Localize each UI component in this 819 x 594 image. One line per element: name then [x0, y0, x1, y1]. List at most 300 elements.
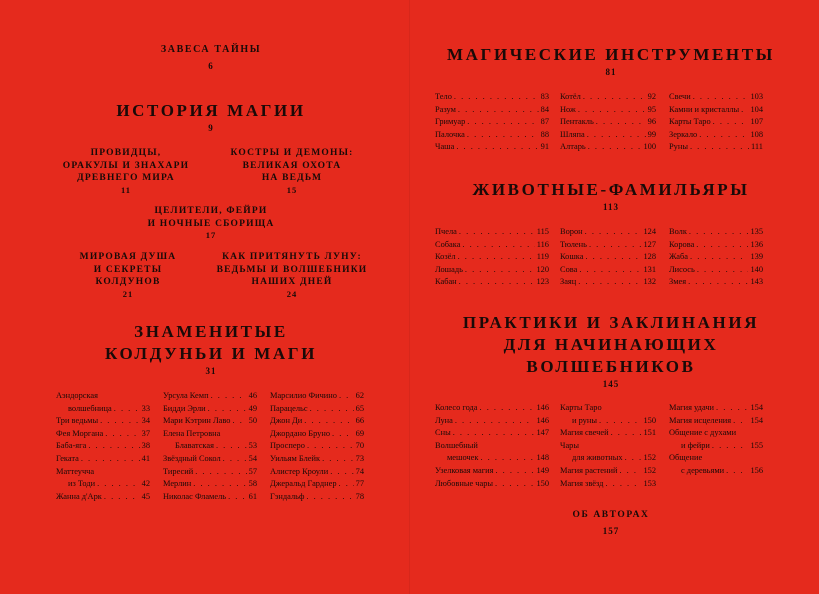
toc-entry-label: Общение [669, 453, 703, 463]
dot-leader [97, 478, 140, 491]
toc-column [163, 390, 257, 503]
chapter-line: ОРАКУЛЫ И ЗНАХАРИ [62, 160, 190, 171]
toc-entry-label: Жанна д'Арк [56, 491, 102, 501]
toc-entry-label: Мерлин [163, 479, 192, 489]
toc-entry[interactable] [435, 239, 549, 252]
dot-leader [712, 440, 749, 453]
toc-entry[interactable] [560, 415, 656, 428]
toc-entry-label: Звёздный Сокол [163, 453, 221, 463]
toc-entry-label: Кошка [560, 252, 584, 262]
toc-entry[interactable] [669, 440, 763, 453]
toc-entry-label: Просперо [270, 441, 305, 451]
toc-entry[interactable] [669, 452, 763, 465]
toc-entry[interactable] [669, 141, 763, 154]
toc-entry-label: Заяц [560, 277, 577, 287]
section-title: ОБ АВТОРАХ [572, 510, 650, 520]
dot-leader [467, 129, 539, 142]
toc-entry-page: 95 [647, 104, 656, 114]
toc-entry-label: Елена Петровна [163, 428, 221, 438]
toc-entry-label: и руны [572, 415, 597, 425]
toc-entry-page: 146 [536, 403, 549, 412]
toc-entry[interactable] [669, 91, 763, 104]
dot-leader [307, 440, 354, 453]
section-title: МАГИЧЕСКИЕ ИНСТРУМЕНТЫ [447, 45, 775, 64]
dot-leader [599, 415, 641, 428]
page-number: 21 [122, 288, 134, 299]
chapter-witch-hunt[interactable] [231, 147, 354, 196]
toc-entry-page: 116 [536, 239, 549, 249]
toc-entry[interactable] [669, 465, 763, 478]
toc-entry-page: 152 [643, 465, 656, 475]
toc-entry[interactable] [56, 491, 150, 504]
section-title: ЗАВЕСА ТАЙНЫ [160, 44, 262, 55]
toc-entry[interactable] [560, 91, 656, 104]
toc-entry-label: Волшебный [435, 440, 478, 450]
toc-entry-label: Камни и кристаллы [669, 104, 740, 114]
toc-entry-label: Джон Ди [270, 416, 303, 426]
dot-leader [114, 403, 140, 416]
toc-entry-label: мешочек [447, 453, 479, 463]
toc-entry-label: волшебница [68, 403, 112, 413]
toc-entry-page: 151 [643, 428, 656, 438]
dot-leader [330, 466, 353, 479]
dot-leader [480, 452, 534, 465]
toc-entry-page: 87 [540, 117, 549, 127]
toc-entry-page: 150 [536, 478, 549, 488]
toc-entry-page: 69 [355, 428, 364, 438]
toc-entry[interactable] [270, 415, 364, 428]
toc-entry[interactable] [56, 415, 150, 428]
toc-entry[interactable] [560, 465, 656, 478]
toc-entry-page: 83 [540, 92, 549, 101]
toc-column [270, 390, 364, 503]
chapter-world-soul[interactable] [80, 251, 177, 300]
toc-entry-page: 50 [248, 416, 257, 426]
toc-entry[interactable] [270, 491, 364, 504]
toc-entry[interactable] [435, 141, 549, 154]
toc-entry-label: Тиресий [163, 466, 194, 476]
toc-entry[interactable] [669, 251, 763, 264]
toc-entry-page: 108 [750, 129, 763, 139]
toc-entry-page: 54 [248, 453, 257, 463]
dot-leader [690, 141, 749, 154]
chapter-line: ВЕДЬМЫ И ВОЛШЕБНИКИ [216, 264, 368, 275]
dot-leader [578, 104, 646, 117]
toc-column [435, 402, 549, 490]
toc-entry[interactable] [270, 453, 364, 466]
toc-entry[interactable] [270, 428, 364, 441]
toc-entry[interactable] [270, 403, 364, 416]
dot-leader [625, 452, 642, 465]
toc-entry[interactable] [435, 415, 549, 428]
dot-leader [585, 251, 641, 264]
toc-entry-page: 45 [141, 491, 150, 501]
chapter-line: КОСТРЫ И ДЕМОНЫ: [230, 148, 354, 158]
page-number: 15 [286, 184, 298, 195]
dot-leader [699, 129, 748, 142]
toc-entry[interactable] [56, 466, 150, 479]
toc-entry-label: Волк [669, 227, 687, 236]
toc-entry-page: 104 [750, 104, 763, 114]
dot-leader [332, 428, 354, 441]
toc-entry[interactable] [560, 440, 656, 453]
toc-entry-label: Парацельс [270, 403, 308, 413]
toc-entry-label: Руны [669, 142, 688, 152]
toc-column [560, 402, 656, 490]
chapter-line: И СЕКРЕТЫ [93, 264, 163, 275]
toc-entry[interactable] [270, 466, 364, 479]
dot-leader [306, 491, 353, 504]
toc-entry[interactable] [560, 427, 656, 440]
toc-entry-page: 41 [141, 453, 150, 463]
toc-entry-label: Магия удачи [669, 403, 715, 412]
toc-entry-label: Пентакль [560, 117, 594, 127]
dot-leader [88, 440, 139, 453]
toc-entry-page: 128 [643, 252, 656, 262]
toc-entry-label: Магия звёзд [560, 478, 604, 488]
toc-entry[interactable] [56, 440, 150, 453]
toc-entry-label: Тюлень [560, 239, 587, 249]
toc-column [669, 91, 763, 154]
toc-entry[interactable] [435, 91, 549, 104]
toc-entry-page: 53 [248, 441, 257, 451]
toc-entry-label: Три ведьмы [56, 416, 99, 426]
toc-entry[interactable] [669, 264, 763, 277]
section-famous[interactable] [105, 321, 317, 377]
dot-leader [716, 402, 748, 415]
toc-entry[interactable] [435, 116, 549, 129]
toc-entry[interactable] [270, 390, 364, 403]
toc-entry-label: Баба-яга [56, 441, 87, 451]
dot-leader [211, 390, 247, 403]
dot-leader [713, 116, 749, 129]
toc-entry-label: Козёл [435, 252, 456, 262]
toc-entry[interactable] [163, 415, 257, 428]
page-number: 81 [605, 67, 617, 77]
toc-entry[interactable] [669, 129, 763, 142]
dot-leader [233, 415, 247, 428]
toc-entry[interactable] [435, 264, 549, 277]
toc-entry[interactable] [560, 478, 656, 491]
toc-entry[interactable] [435, 251, 549, 264]
toc-entry[interactable] [435, 440, 549, 453]
toc-entry[interactable] [163, 440, 257, 453]
dot-leader [467, 116, 538, 129]
chapter-line: КОЛДУНОВ [95, 277, 161, 287]
toc-entry[interactable] [435, 478, 549, 491]
toc-entry-label: Ворон [560, 227, 583, 236]
toc-entry-page: 131 [643, 264, 656, 274]
toc-entry[interactable] [669, 276, 763, 289]
toc-entry-page: 150 [643, 415, 656, 425]
toc-entry-label: Мари Кэтрин Лаво [163, 416, 231, 426]
dot-leader [223, 453, 247, 466]
dot-leader [465, 264, 535, 277]
toc-entry[interactable] [163, 466, 257, 479]
toc-entry[interactable] [56, 390, 150, 403]
toc-entry-label: для животных [572, 453, 623, 463]
dot-leader [459, 226, 535, 239]
toc-entry-page: 92 [647, 92, 656, 101]
toc-entry-label: Жаба [669, 252, 688, 262]
dot-leader [216, 440, 247, 453]
toc-entry[interactable] [56, 453, 150, 466]
toc-entry-label: Змея [669, 277, 687, 287]
section-veil[interactable] [161, 44, 261, 72]
page-number: 9 [208, 123, 214, 133]
toc-entry-label: Узелковая магия [435, 465, 494, 475]
toc-entry-page: 33 [141, 403, 150, 413]
toc-entry[interactable] [560, 239, 656, 252]
toc-entry-label: Колесо года [435, 403, 478, 412]
toc-entry[interactable] [435, 452, 549, 465]
toc-entry-label: Чары [560, 440, 579, 450]
toc-entry[interactable] [669, 104, 763, 117]
toc-entry-label: Сова [560, 264, 578, 274]
toc-entry-label: Джордано Бруно [270, 428, 331, 438]
dot-leader [455, 415, 535, 428]
toc-entry-page: 58 [248, 479, 257, 489]
section-title: ЖИВОТНЫЕ-ФАМИЛЬЯРЫ [472, 180, 750, 199]
section-title-line: КОЛДУНЬИ И МАГИ [104, 344, 318, 363]
dot-leader [104, 491, 140, 504]
toc-entry[interactable] [560, 452, 656, 465]
toc-entry-label: Алтарь [560, 142, 586, 152]
dot-leader [611, 427, 642, 440]
toc-entry[interactable] [163, 390, 257, 403]
toc-entry[interactable] [435, 129, 549, 142]
chapter-line: ДРЕВНЕГО МИРА [77, 173, 175, 183]
toc-entry[interactable] [435, 427, 549, 440]
toc-entry-page: 99 [647, 129, 656, 139]
toc-entry[interactable] [163, 453, 257, 466]
page-number: 157 [602, 526, 620, 536]
toc-entry-label: Алистер Кроули [270, 466, 329, 476]
toc-entry-label: Фея Моргана [56, 428, 104, 438]
chapter-line: КАК ПРИТЯНУТЬ ЛУНУ: [222, 252, 362, 262]
toc-entry[interactable] [163, 478, 257, 491]
toc-entry-label: Палочка [435, 129, 465, 139]
toc-entry-label: Джеральд Гарднер [270, 479, 337, 489]
toc-entry-page: 148 [536, 453, 549, 463]
dot-leader [100, 415, 140, 428]
toc-entry-label: с деревьями [681, 465, 725, 475]
toc-entry-page: 88 [540, 129, 549, 139]
dot-leader [605, 478, 641, 491]
chapter-line: НА ВЕДЬМ [261, 173, 323, 183]
toc-entry-page: 124 [643, 227, 656, 236]
toc-entry[interactable] [669, 402, 763, 415]
toc-entry-page: 37 [141, 428, 150, 438]
toc-entry-label: Корова [669, 239, 695, 249]
toc-entry-page: 84 [540, 104, 549, 114]
toc-entry[interactable] [560, 276, 656, 289]
toc-entry[interactable] [435, 276, 549, 289]
dot-leader [310, 403, 354, 416]
page-number: 113 [602, 202, 619, 212]
toc-entry-page: 135 [750, 227, 763, 236]
dot-leader [579, 264, 641, 277]
section-title-line: ДЛЯ НАЧИНАЮЩИХ [503, 335, 719, 354]
toc-column [560, 226, 656, 289]
toc-entry-page: 139 [750, 252, 763, 262]
toc-entry[interactable] [560, 141, 656, 154]
dot-leader [195, 466, 246, 479]
dot-leader [454, 91, 539, 104]
dot-leader [459, 276, 535, 289]
section-title-line: ВОЛШЕБНИКОВ [526, 357, 696, 376]
toc-entry-page: 65 [355, 403, 364, 413]
page-number: 11 [120, 184, 132, 195]
toc-column [435, 226, 549, 289]
toc-entry-page: 77 [355, 479, 364, 489]
toc-entry[interactable] [560, 402, 656, 415]
toc-entry-label: Пчела [435, 227, 457, 236]
dot-leader [693, 91, 749, 104]
dot-leader [588, 141, 642, 154]
toc-entry[interactable] [669, 427, 763, 440]
toc-entry[interactable] [560, 129, 656, 142]
dot-leader [458, 104, 539, 117]
toc-entry-page: 103 [750, 92, 763, 101]
toc-entry-label: Тело [435, 92, 452, 101]
toc-entry-page: 66 [355, 416, 364, 426]
toc-entry-label: Собака [435, 239, 461, 249]
toc-column [669, 402, 763, 478]
toc-entry-label: Карты Таро [669, 117, 711, 127]
toc-entry[interactable] [560, 104, 656, 117]
toc-entry-label: Зеркало [669, 129, 698, 139]
dot-leader [733, 415, 748, 428]
toc-entry[interactable] [163, 491, 257, 504]
toc-entry-label: Чаша [435, 142, 455, 152]
toc-entry-page: 152 [643, 453, 656, 463]
toc-entry-label: Разум [435, 104, 456, 114]
toc-entry[interactable] [435, 465, 549, 478]
toc-entry-page: 115 [536, 227, 549, 236]
toc-entry-page: 78 [355, 491, 364, 501]
toc-entry[interactable] [560, 116, 656, 129]
toc-entry-page: 34 [141, 416, 150, 426]
toc-entry-page: 107 [750, 117, 763, 127]
toc-entry-label: Аэндорская [56, 391, 98, 400]
chapter-draw-moon[interactable] [217, 251, 368, 300]
dot-leader [339, 478, 354, 491]
dot-leader [456, 141, 538, 154]
toc-entry-label: Общение с духами [669, 428, 737, 438]
page-number: 145 [602, 379, 620, 389]
toc-entry-label: Уильям Блейк [270, 453, 321, 463]
toc-entry[interactable] [560, 264, 656, 277]
toc-entry[interactable] [56, 428, 150, 441]
section-authors[interactable] [572, 509, 649, 537]
toc-entry-page: 120 [536, 264, 549, 274]
toc-entry-label: Магия исцеления [669, 415, 732, 425]
toc-entry[interactable] [56, 403, 150, 416]
toc-entry-page: 154 [750, 415, 763, 425]
section-tools[interactable] [447, 44, 775, 78]
toc-entry-label: Марсилио Фичино [270, 391, 337, 400]
toc-entry[interactable] [270, 440, 364, 453]
toc-entry[interactable] [56, 478, 150, 491]
toc-entry-page: 154 [750, 403, 763, 412]
right-page [410, 0, 819, 594]
toc-entry-page: 46 [248, 391, 257, 400]
toc-entry[interactable] [163, 428, 257, 441]
dot-leader [596, 116, 646, 129]
dot-leader [458, 251, 535, 264]
toc-entry-page: 146 [536, 415, 549, 425]
section-title-line: ЗНАМЕНИТЫЕ [134, 322, 288, 341]
section-history[interactable] [116, 100, 305, 134]
toc-entry-label: Любовные чары [435, 478, 494, 488]
dot-leader [697, 264, 749, 277]
toc-entry[interactable] [435, 226, 549, 239]
toc-entry-page: 156 [750, 465, 763, 475]
dot-leader [578, 276, 641, 289]
toc-entry[interactable] [669, 415, 763, 428]
toc-entry-label: Магия свечей [560, 428, 609, 438]
toc-entry-page: 74 [355, 466, 364, 476]
section-familiars[interactable] [472, 179, 749, 213]
dot-leader [462, 239, 534, 252]
toc-entry[interactable] [560, 226, 656, 239]
dot-leader [228, 491, 247, 504]
section-title-line: ПРАКТИКИ И ЗАКЛИНАНИЯ [462, 313, 760, 332]
toc-entry-page: 119 [536, 252, 549, 262]
section-practices[interactable] [463, 312, 759, 390]
toc-entry-label: Свечи [669, 92, 691, 101]
toc-entry-page: 100 [643, 142, 656, 152]
toc-entry-label: Гэндальф [270, 491, 305, 501]
toc-column [435, 91, 549, 154]
dot-leader [322, 453, 354, 466]
toc-entry[interactable] [669, 226, 763, 239]
toc-entry-page: 91 [540, 142, 549, 152]
toc-entry[interactable] [669, 239, 763, 252]
toc-entry-page: 123 [536, 277, 549, 287]
toc-entry-page: 38 [141, 441, 150, 451]
dot-leader [689, 226, 749, 239]
dot-leader [583, 91, 646, 104]
chapter-line: НАШИХ ДНЕЙ [251, 277, 333, 287]
dot-leader [453, 427, 535, 440]
chapter-healers[interactable] [148, 205, 275, 241]
toc-entry-page: 96 [647, 117, 656, 127]
toc-entry-page: 42 [141, 479, 150, 489]
toc-entry[interactable] [270, 478, 364, 491]
toc-entry[interactable] [669, 116, 763, 129]
toc-entry[interactable] [163, 403, 257, 416]
chapter-seers[interactable] [63, 147, 189, 196]
toc-column [560, 91, 656, 154]
dot-leader [193, 478, 246, 491]
dot-leader [208, 403, 247, 416]
toc-entry[interactable] [435, 402, 549, 415]
section-title: ИСТОРИЯ МАГИИ [116, 101, 306, 120]
toc-entry-label: Луна [435, 415, 453, 425]
page-number: 6 [208, 61, 214, 71]
page-number: 17 [205, 230, 217, 240]
toc-entry[interactable] [560, 251, 656, 264]
toc-entry-page: 127 [643, 239, 656, 249]
toc-entry-page: 62 [355, 391, 364, 400]
toc-entry[interactable] [435, 104, 549, 117]
page-number: 31 [205, 366, 217, 376]
toc-entry-page: 57 [248, 466, 257, 476]
dot-leader [619, 465, 641, 478]
page-number: 24 [286, 288, 298, 299]
